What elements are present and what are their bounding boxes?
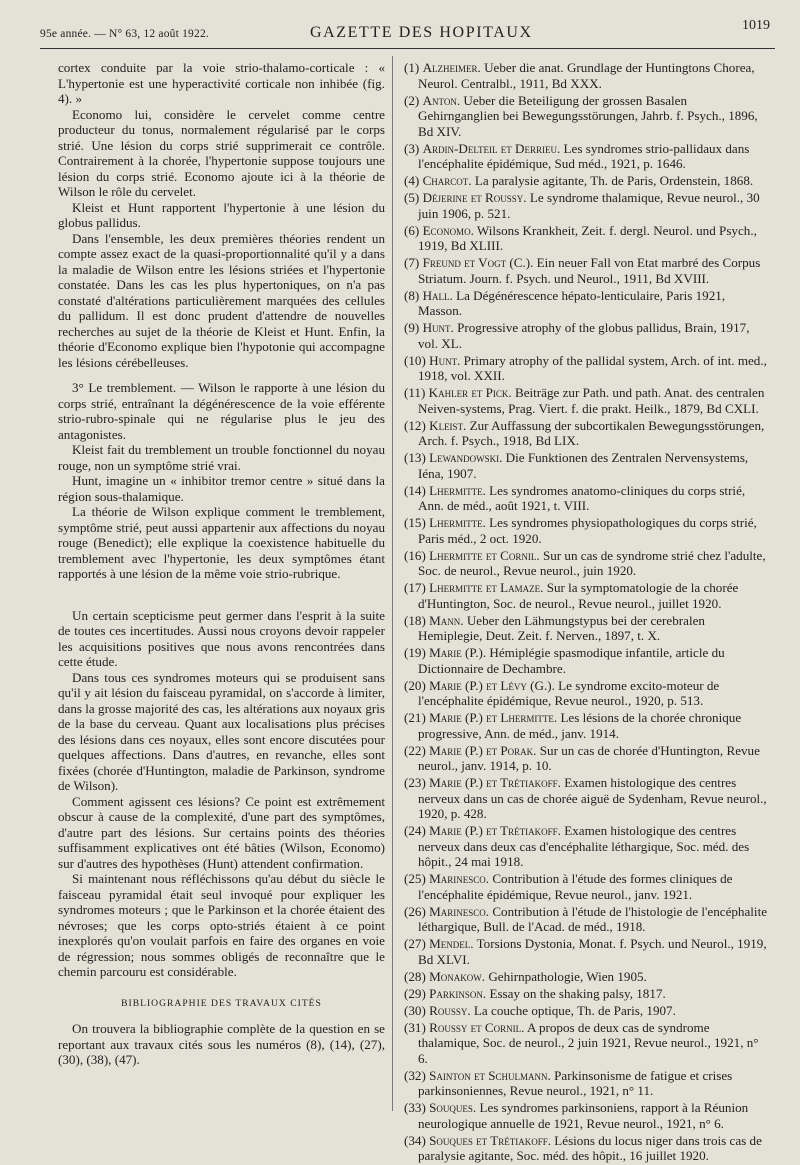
reference-item xyxy=(404,645,768,676)
reference-text: Zur Auffassung der subcortikalen Bewegungsstörungen, Arch. f. Psych., 1918, Bd LIX. xyxy=(418,417,765,448)
reference-text: La Dégénérescence hépato-lenticulaire, Paris 1921, Masson. xyxy=(418,287,726,318)
reference-text: Sur la symptomatologie de la chorée d'Huntington, Soc. de neurol., Revue neurol., juillet 1920. xyxy=(418,580,739,611)
reference-text: Sur un cas de syndrome strié chez l'adulte, Soc. de neurol., Revue neurol., juin 1920. xyxy=(418,547,766,578)
reference-number: (14) xyxy=(404,482,426,498)
reference-text: Les lésions de la chorée chronique progressive, Ann. de méd., janv. 1914. xyxy=(418,710,742,741)
reference-author: Sainton et Schulmann. xyxy=(429,1067,551,1083)
paragraph: Hunt, imagine un « inhibitor tremor centre » situé dans la région sous-thalamique. xyxy=(58,473,385,504)
reference-item xyxy=(404,450,768,481)
reference-number: (16) xyxy=(404,547,426,563)
reference-item xyxy=(404,743,768,774)
reference-item xyxy=(404,255,768,286)
paragraph: Un certain scepticisme peut germer dans l'esprit à la suite de toutes ces incertitudes. Aussi nous croyons devoir rappeler les acquisitions positives que nous avons rencontrées dans cette étude. xyxy=(58,607,385,669)
reference-author: Mendel. xyxy=(429,936,474,951)
references-column xyxy=(404,60,768,1165)
reference-text: Torsions Dystonia, Monat. f. Psych. und Neurol., 1919, Bd XLVI. xyxy=(418,936,767,967)
reference-number: (26) xyxy=(404,903,426,919)
reference-text: Le syndrome excito-moteur de l'encéphalite épidémique, Revue neurol., 1920, p. 513. xyxy=(418,677,720,708)
reference-number: (31) xyxy=(404,1019,426,1035)
reference-item xyxy=(404,385,768,416)
reference-author: Souques et Trétiakoff. xyxy=(429,1132,551,1148)
reference-item xyxy=(404,775,768,822)
reference-number: (3) xyxy=(404,140,420,156)
reference-author: Souques. xyxy=(429,1100,477,1115)
reference-number: (24) xyxy=(404,823,426,838)
reference-number: (15) xyxy=(404,515,426,530)
reference-text: La paralysie agitante, Th. de Paris, Ordenstein, 1868. xyxy=(474,173,754,188)
paragraph: Kleist fait du tremblement un trouble fonctionnel du noyau rouge, non un symptôme strié vrai. xyxy=(58,442,385,473)
paragraph: Kleist et Hunt rapportent l'hypertonie à une lésion du globus pallidus. xyxy=(58,199,385,230)
reference-text: Parkinsonisme de fatigue et crises parkinsoniennes, Revue neurol., 1921, n° 11. xyxy=(418,1067,733,1098)
reference-text: Ueber die anat. Grundlage der Huntingtons Chorea, Neurol. Centralbl., 1911, Bd XXX. xyxy=(418,60,755,91)
reference-number: (27) xyxy=(404,936,426,951)
reference-item xyxy=(404,548,768,579)
reference-author: Roussy et Cornil. xyxy=(429,1019,525,1035)
reference-text: Wilsons Krankheit, Zeit. f. dergl. Neurol. und Psych., 1919, Bd XLIII. xyxy=(418,222,757,253)
reference-item xyxy=(404,418,768,449)
reference-item xyxy=(404,823,768,870)
reference-item xyxy=(404,483,768,514)
reference-author: Mann. xyxy=(429,612,464,628)
paragraph: Dans l'ensemble, les deux premières théories rendent un compte assez exact de la quasi-proportionnalité qu'il y a dans la maladie de Wilson entre les lésions striées et l'hypertonie constatée. Dans les cas les plus hypertoniques, on n'a pas constaté d'altérations particulièrement marquées des cellules du pallidum. Il est donc prudent d'attendre de nouvelles recherches au sujet de la théorie de Kleist et Hunt. Enfin, la théorie d'Economo explique bien l'hypotonie qui accompagne les lésions cérébelleuses. xyxy=(58,230,385,370)
reference-list xyxy=(404,60,768,1164)
reference-author: Marie (P.) et Porak. xyxy=(429,742,537,758)
reference-number: (11) xyxy=(404,385,426,400)
page-number: 1019 xyxy=(742,18,770,33)
reference-text: La couche optique, Th. de Paris, 1907. xyxy=(473,1002,676,1018)
reference-author: Lhermitte et Lamaze. xyxy=(429,580,544,595)
reference-number: (7) xyxy=(404,255,420,270)
paragraph: cortex conduite par la voie strio-thalamo-corticale : « L'hypertonie est une hyperactivité corticale non inhibée (fig. 4). » xyxy=(58,60,385,106)
reference-author: Roussy. xyxy=(429,1002,471,1018)
reference-author: Parkinson. xyxy=(429,985,487,1001)
reference-author: Lewandowski. xyxy=(429,450,503,465)
reference-number: (4) xyxy=(404,173,420,188)
reference-number: (23) xyxy=(404,775,426,790)
reference-text: Essay on the shaking palsy, 1817. xyxy=(489,985,666,1001)
reference-number: (29) xyxy=(404,985,426,1001)
reference-author: Lhermitte. xyxy=(429,482,486,498)
reference-number: (32) xyxy=(404,1067,426,1083)
reference-author: Marie (P.) et Lévy (G.). xyxy=(429,677,555,693)
reference-number: (2) xyxy=(404,92,420,108)
reference-item xyxy=(404,1133,768,1164)
reference-number: (8) xyxy=(404,287,420,303)
reference-text: Les syndromes physiopathologiques du corps strié, Paris méd., 2 oct. 1920. xyxy=(418,515,757,546)
reference-item xyxy=(404,288,768,319)
reference-author: Marie (P.) et Lhermitte. xyxy=(429,710,558,725)
reference-number: (28) xyxy=(404,968,426,984)
issue-line: 95e année. — N° 63, 12 août 1922. xyxy=(40,28,209,40)
reference-author: Anton. xyxy=(422,92,461,108)
page-header xyxy=(40,14,770,42)
reference-number: (21) xyxy=(404,710,426,725)
reference-text: Les syndromes parkinsoniens, rapport à la Réunion neurologique annuelle de 1921, Revue neurol., 1921, n° 6. xyxy=(418,1100,749,1131)
reference-text: Contribution à l'étude de l'histologie de l'encéphalite léthargique, Bull. de l'Acad. de méd., 1918. xyxy=(418,903,768,934)
reference-number: (1) xyxy=(404,60,420,75)
reference-author: Lhermitte. xyxy=(429,515,486,530)
reference-text: Contribution à l'étude des formes cliniques de l'encéphalite épidémique, Revue neurol., janv. 1921. xyxy=(418,871,733,902)
reference-text: Les syndromes strio-pallidaux dans l'encéphalite épidémique, Sud méd., 1921, p. 1646. xyxy=(418,140,750,171)
reference-item xyxy=(404,223,768,254)
reference-number: (22) xyxy=(404,742,426,758)
reference-text: Ueber die Beteiligung der grossen Basalen Gehirnganglien bei Bewegungsstörungen, Jahrb. f. Psych., 1896, Bd XIV. xyxy=(418,92,758,139)
reference-text: Progressive atrophy of the globus pallidus, Brain, 1917, vol. XL. xyxy=(418,320,750,351)
reference-text: Sur un cas de chorée d'Huntington, Revue neurol., janv. 1914, p. 10. xyxy=(418,742,760,773)
reference-number: (33) xyxy=(404,1100,426,1115)
reference-item xyxy=(404,1100,768,1131)
paragraph-tremblement: 3° Le tremblement. — Wilson le rapporte à une lésion du corps strié, entraînant la dégénérescence de la voie efférente strio-rubro-spinale qui ne régularise plus le jeu des antagonistes. xyxy=(58,380,385,442)
reference-item xyxy=(404,190,768,221)
reference-text: Die Funktionen des Zentralen Nervensystems, Iéna, 1907. xyxy=(418,450,749,481)
reference-item xyxy=(404,936,768,967)
reference-item xyxy=(404,613,768,644)
reference-author: Monakow. xyxy=(429,968,486,984)
reference-number: (9) xyxy=(404,320,420,335)
reference-text: Le syndrome thalamique, Revue neurol., 30 juin 1906, p. 521. xyxy=(418,190,760,221)
reference-author: Freund et Vogt xyxy=(422,255,507,270)
reference-item xyxy=(404,904,768,935)
reference-number: (12) xyxy=(404,417,426,433)
reference-author: Hunt. xyxy=(422,320,454,335)
reference-number: (20) xyxy=(404,677,426,693)
reference-item xyxy=(404,710,768,741)
reference-number: (19) xyxy=(404,645,426,660)
reference-author: Hunt. xyxy=(429,352,461,368)
reference-item xyxy=(404,93,768,140)
reference-author: Marie (P.) et Trétiakoff. xyxy=(429,823,561,838)
journal-title: GAZETTE DES HOPITAUX xyxy=(310,24,533,41)
reference-number: (10) xyxy=(404,352,426,368)
paragraph: Si maintenant nous réfléchissons qu'au début du siècle le faisceau pyramidal était seul invoqué pour expliquer les syndromes moteurs ; que le Parkinson et la chorée étaient des névroses; que les corps opto-striés étaient à ce point inexplorés qu'on voulait parfois en faire des organes en voie de régression; nous sommes obligés de reconnaître que le chemin parcouru est considérable. xyxy=(58,871,385,979)
reference-number: (25) xyxy=(404,871,426,886)
reference-author: Economo. xyxy=(422,222,474,238)
reference-text: A propos de deux cas de syndrome thalamique, Soc. de neurol., 2 juin 1921, Revue neurol., 1921, n° 6. xyxy=(418,1019,759,1066)
reference-author: Charcot. xyxy=(422,173,472,188)
reference-item xyxy=(404,320,768,351)
header-rule xyxy=(40,48,775,49)
reference-text: Gehirnpathologie, Wien 1905. xyxy=(488,968,647,984)
reference-text: Primary atrophy of the pallidal system, Arch. of int. med., 1918, vol. XXII. xyxy=(418,352,767,383)
paragraph: La théorie de Wilson explique comment le tremblement, symptôme strié, peut aussi appartenir aux affections du noyau rouge (Benedict); elle explique la coexistence habituelle du tremblement avec l'hypertonie, les deux symptômes étant rapportés à une lésion de la même voie strio-rubrique. xyxy=(58,504,385,581)
reference-item xyxy=(404,60,768,91)
reference-text: Hémiplégie spasmodique infantile, article du Dictionnaire de Dechambre. xyxy=(418,645,725,676)
reference-number: (6) xyxy=(404,222,420,238)
reference-author: Marinesco. xyxy=(429,871,490,886)
reference-item xyxy=(404,871,768,902)
reference-author: Ardin-Delteil et Derrieu. xyxy=(422,140,561,156)
reference-author: Marie (P.). xyxy=(429,645,487,660)
reference-author: Kleist. xyxy=(429,417,467,433)
reference-number: (18) xyxy=(404,612,426,628)
reference-item xyxy=(404,353,768,384)
reference-item xyxy=(404,580,768,611)
column-divider xyxy=(392,56,393,1111)
reference-item xyxy=(404,969,768,985)
reference-author: Marie (P.) et Trétiakoff. xyxy=(429,775,561,790)
paragraph: Comment agissent ces lésions? Ce point est extrêmement obscur à cause de la complexité, d'une part des symptômes, d'autre part des lésions. Sur certains points des théories suffisamment explicatives ont été bâties (Wilson, Economo) sur d'autres des hypothèses (Hunt) attendent confirmation. xyxy=(58,793,385,871)
reference-text: Beiträge zur Path. und path. Anat. des centralen Neiven-systems, Prag. Viert. f. die prakt. Heilk., 1879, Bd CXLI. xyxy=(418,385,765,416)
reference-author: Lhermitte et Cornil. xyxy=(429,547,540,563)
reference-item xyxy=(404,986,768,1002)
reference-text: Les syndromes anatomo-cliniques du corps strié, Ann. de méd., août 1921, t. VIII. xyxy=(418,482,746,513)
reference-text: Ueber den Lähmungstypus bei der cerebralen Hemiplegie, Deut. Zeit. f. Nerven., 1897, t. X. xyxy=(418,612,705,643)
reference-item xyxy=(404,1020,768,1067)
reference-item xyxy=(404,141,768,172)
bibliography-heading: BIBLIOGRAPHIE DES TRAVAUX CITÉS xyxy=(121,997,322,1009)
paragraph: Dans tous ces syndromes moteurs qui se produisent sans qu'il y ait lésion du faisceau pyramidal, on s'accorde à limiter, dans la grosse majorité des cas, les altérations aux noyaux gris de la base du cerveau. Quant aux localisations plus précises des lésions dans ces noyaux, elles sont encore discutées pour quelques affections. Dans d'autres, en revanche, elles sont fixées (chorée d'Huntington, maladie de Parkinson, syndrome de Wilson). xyxy=(58,669,385,793)
reference-author: Kahler et Pick. xyxy=(428,385,512,400)
reference-item xyxy=(404,515,768,546)
reference-author: Alzheimer. xyxy=(422,60,481,75)
reference-item xyxy=(404,173,768,189)
reference-number: (5) xyxy=(404,190,420,205)
reference-text: (C.). Ein neuer Fall von Etat marbré des Corpus Striatum. Journ. f. Psych. und Neurol., 1911, Bd XVIII. xyxy=(418,255,761,286)
bibliography-note: On trouvera la bibliographie complète de la question en se reportant aux travaux cités sous les numéros (8), (14), (27), (30), (38), (47). xyxy=(58,1021,385,1067)
reference-text: Lésions du locus niger dans trois cas de paralysie agitante, Soc. méd. des hôpit., 16 juillet 1920. xyxy=(418,1132,762,1163)
reference-number: (30) xyxy=(404,1002,426,1018)
reference-number: (34) xyxy=(404,1132,426,1148)
reference-author: Marinesco. xyxy=(429,903,490,919)
reference-text: Examen histologique des centres nerveux dans deux cas d'encéphalite léthargique, Soc. méd. des hôpit., 24 mai 1918. xyxy=(418,823,750,869)
reference-item xyxy=(404,678,768,709)
paragraph: Economo lui, considère le cervelet comme centre producteur du tonus, normalement régularisé par le corps strié. Une lésion du corps strié supprimerait ce contrôle. Contrairement à la chorée, l'hypertonie suppose toujours une lésion du corps strié. Economo ajoute ici à la théorie de Wilson le rôle du cervelet. xyxy=(58,106,385,199)
reference-number: (13) xyxy=(404,450,426,465)
reference-number: (17) xyxy=(404,580,426,595)
article-column xyxy=(58,60,385,1068)
reference-text: Examen histologique des centres nerveux dans un cas de chorée aiguë de Sydenham, Revue neurol., 1920, p. 428. xyxy=(418,775,767,821)
reference-item xyxy=(404,1068,768,1099)
reference-item xyxy=(404,1003,768,1019)
reference-author: Hall. xyxy=(422,287,453,303)
reference-author: Déjerine et Roussy. xyxy=(422,190,527,205)
